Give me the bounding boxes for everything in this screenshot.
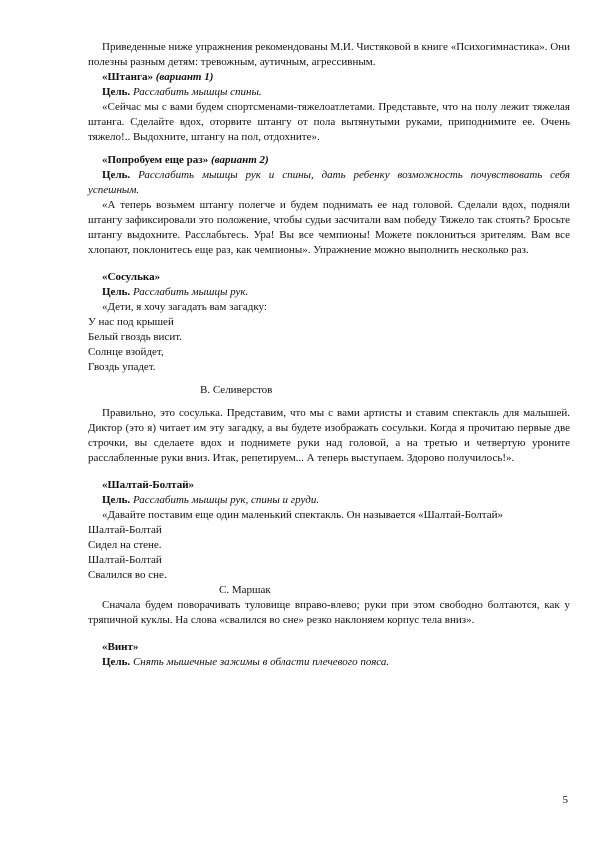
- exercise-title-vint: «Винт»: [102, 641, 139, 653]
- poem-line: Белый гвоздь висит.: [88, 331, 182, 343]
- goal-label: Цель.: [102, 286, 131, 298]
- poem-line: Гвоздь упадет.: [88, 361, 156, 373]
- page-number: 5: [562, 794, 568, 806]
- exercise-text: Сначала будем поворачивать туловище вправо-влево; руки при этом свободно болтаются, как у тряпичной куклы. На слова «свалился во сне» резко наклоняем корпус тела вниз».: [88, 599, 570, 626]
- goal-label: Цель.: [102, 656, 131, 668]
- goal-label: Цель.: [102, 494, 131, 506]
- exercise-goal: [88, 85, 570, 100]
- goal-text: Расслабить мышцы спины.: [132, 86, 262, 98]
- poem-line: Свалился во сне.: [88, 569, 167, 581]
- exercise-goal: [88, 168, 570, 198]
- poem-line: «Дети, я хочу загадать вам загадку:: [102, 301, 267, 313]
- poem-line: Шалтай-Болтай: [88, 524, 162, 536]
- exercise-title-shtanga: [88, 70, 570, 85]
- exercise-variant: (вариант 2): [210, 154, 269, 166]
- goal-text: Расслабить мышцы рук.: [132, 286, 249, 298]
- goal-text: Снять мышечные зажимы в области плечевого пояса.: [132, 656, 390, 668]
- exercise-text: «Сейчас мы с вами будем спортсменами-тяжелоатлетами. Представьте, что на полу лежит тяжелая штанга. Сделайте вдох, оторвите штангу от пола вытянутыми руками, приподнимите ее. Очень тяжело!.. Выдохните, штангу на пол, отдохните».: [88, 101, 570, 143]
- exercise-title-sosulka: «Сосулька»: [102, 271, 161, 283]
- exercise-name: «Штанга»: [102, 71, 153, 83]
- poem-line: Шалтай-Болтай: [88, 554, 162, 566]
- exercise-variant: (вариант 1): [155, 71, 214, 83]
- poem-author: В. Селиверстов: [200, 384, 273, 396]
- poem-line: Солнце взойдет,: [88, 346, 164, 358]
- exercise-goal: [88, 655, 570, 670]
- exercise-text: «А теперь возьмем штангу полегче и будем поднимать ее над головой. Сделали вдох, подняли штангу зафиксировали это положение, чтобы судьи засчитали вам победу Тяжело так стоять? Бросьте штангу выдохните. Расслабьтесь. Ура! Вы все чемпионы! Можете поклониться зрителям. Вам все хлопают, поклонитесь еще раз, как чемпионы». Упражнение можно выполнить несколько раз.: [88, 199, 570, 256]
- poem-block: [88, 300, 570, 375]
- poem-line: Сидел на стене.: [88, 539, 162, 551]
- exercise-title-poprobuem: [88, 153, 570, 168]
- page-content: [88, 40, 570, 670]
- exercise-name: «Попробуем еще раз»: [102, 154, 209, 166]
- poem-author: С. Маршак: [219, 584, 271, 596]
- goal-label: Цель.: [102, 86, 131, 98]
- intro-paragraph: Приведенные ниже упражнения рекомендованы М.И. Чистяковой в книге «Психогимнастика». Они полезны разным детям: тревожным, аутичным, агрессивным.: [88, 41, 570, 68]
- exercise-goal: [88, 493, 570, 508]
- poem-line: «Давайте поставим еще один маленький спектакль. Он называется «Шалтай-Болтай»: [102, 509, 503, 521]
- goal-label: Цель.: [102, 169, 131, 181]
- goal-text: Расслабить мышцы рук, спины и груди.: [132, 494, 320, 506]
- poem-block: [88, 508, 570, 583]
- goal-text: Расслабить мышцы рук и спины, дать ребенку возможность почувствовать себя успешным.: [88, 169, 570, 196]
- poem-line: У нас под крышей: [88, 316, 174, 328]
- exercise-title-shaltai: «Шалтай-Болтай»: [102, 479, 195, 491]
- exercise-goal: [88, 285, 570, 300]
- exercise-text: Правильно, это сосулька. Представим, что мы с вами артисты и ставим спектакль для малышей. Диктор (это я) читает им эту загадку, а вы будете изображать сосульки. Когда я прочитаю первые две строчки, вы сделаете вдох и поднимете руки над головой, а на третью и четвертую уроните расслабленные руки вниз. Итак, репетируем... А теперь выступаем. Здорово получилось!».: [88, 407, 570, 464]
